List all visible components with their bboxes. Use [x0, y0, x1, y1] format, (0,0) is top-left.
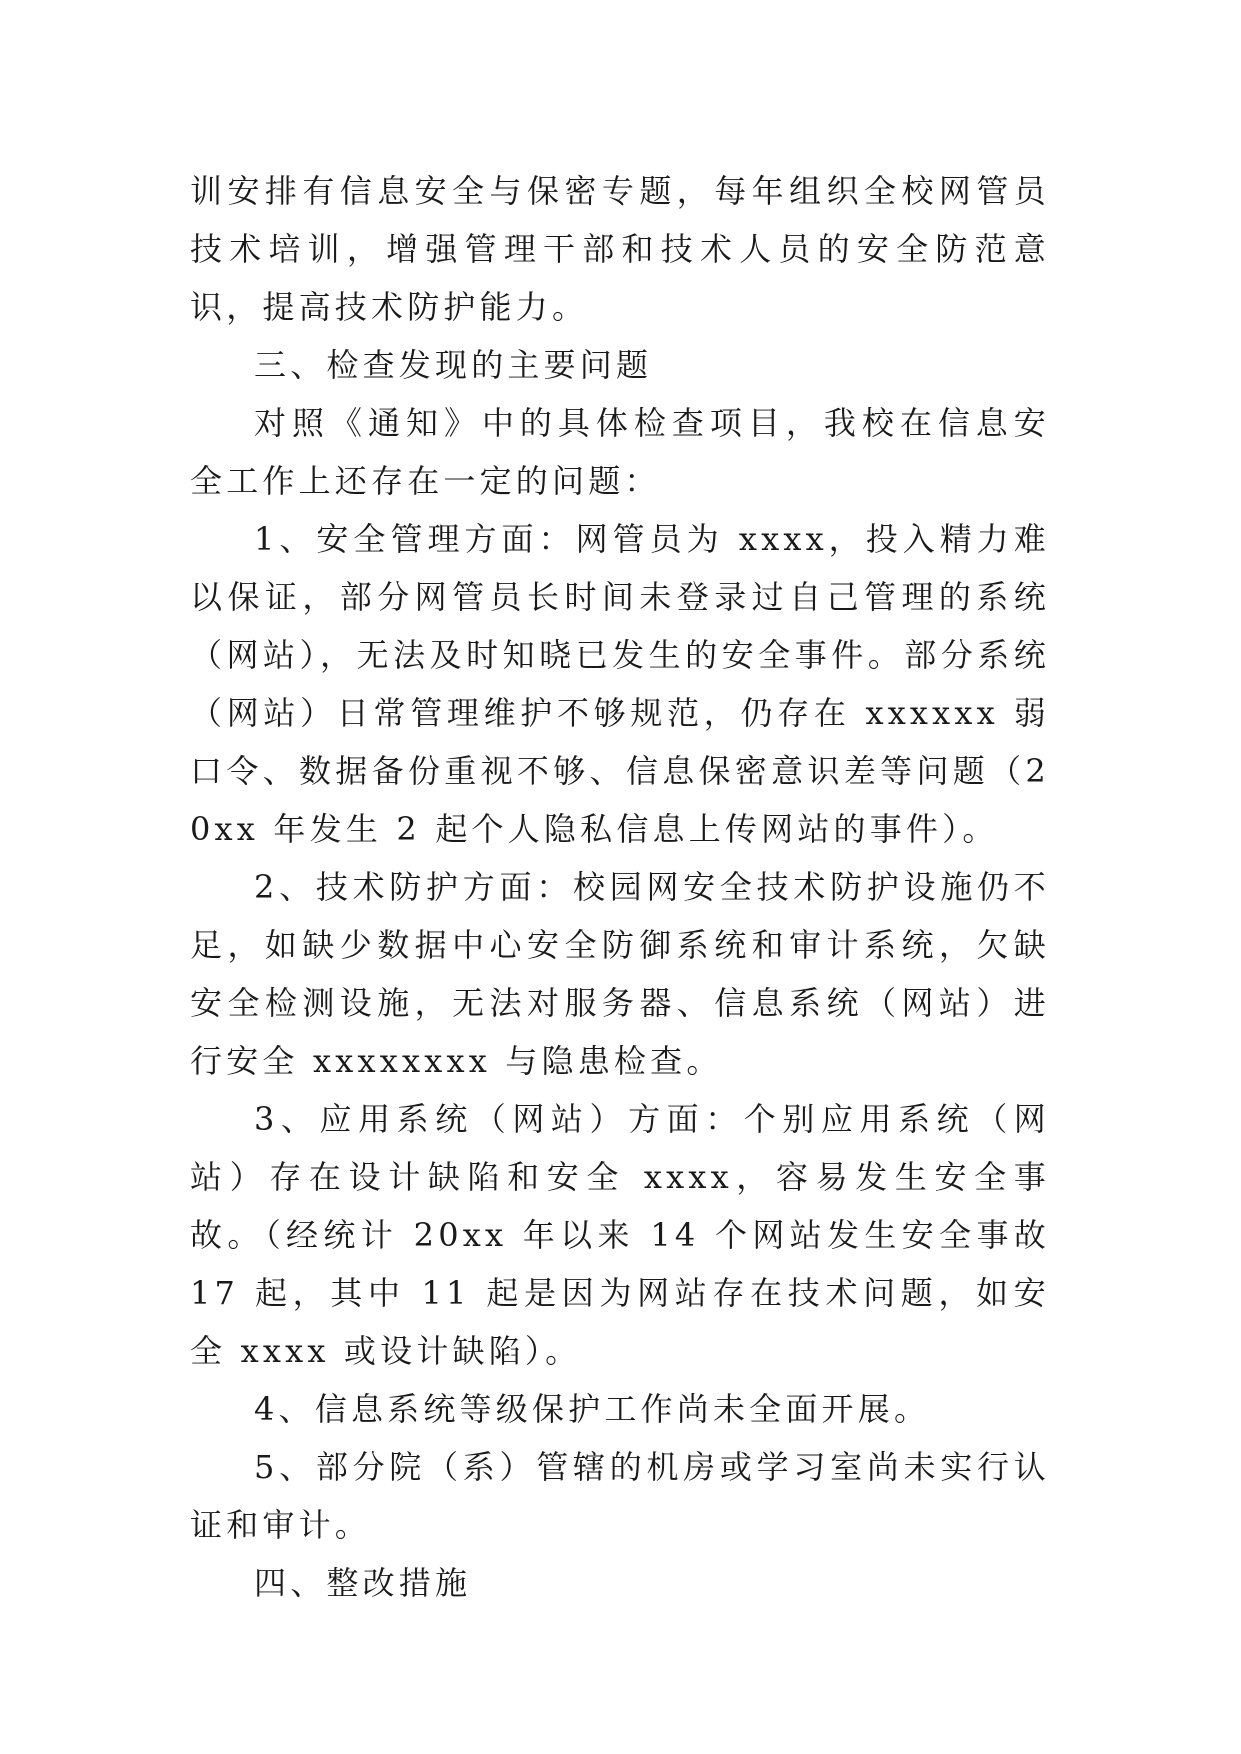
paragraph-intro: 对照《通知》中的具体检查项目，我校在信息安全工作上还存在一定的问题： — [190, 404, 1050, 500]
paragraph-continuation: 训安排有信息安全与保密专题，每年组织全校网管员技术培训，增强管理干部和技术人员的安全防范意识，提高技术防护能力。 — [190, 172, 1050, 326]
document-body — [190, 162, 1050, 1612]
paragraph-item-2: 2、技术防护方面：校园网安全技术防护设施仍不足，如缺少数据中心安全防御系统和审计系统，欠缺安全检测设施，无法对服务器、信息系统（网站）进行安全 xxxxxxxx 与隐患检查。 — [190, 868, 1050, 1080]
paragraph-item-5: 5、部分院（系）管辖的机房或学习室尚未实行认证和审计。 — [190, 1448, 1050, 1544]
section-heading-3: 三、检查发现的主要问题 — [254, 346, 653, 384]
paragraph-item-3: 3、应用系统（网站）方面：个别应用系统（网站）存在设计缺陷和安全 xxxx，容易发生安全事故。（经统计 20xx 年以来 14 个网站发生安全事故 17 起，其中 11 起是因为网站存在技术问题，如安全 xxxx 或设计缺陷）。 — [190, 1100, 1050, 1370]
paragraph-item-4: 4、信息系统等级保护工作尚未全面开展。 — [254, 1390, 931, 1428]
paragraph-item-1: 1、安全管理方面：网管员为 xxxx，投入精力难以保证，部分网管员长时间未登录过自己管理的系统（网站），无法及时知晓已发生的安全事件。部分系统（网站）日常管理维护不够规范，仍存在 xxxxxx 弱口令、数据备份重视不够、信息保密意识差等问题（20xx 年发生 2 起个人隐私信息上传网站的事件）。 — [190, 520, 1050, 848]
section-heading-4: 四、整改措施 — [254, 1564, 472, 1602]
